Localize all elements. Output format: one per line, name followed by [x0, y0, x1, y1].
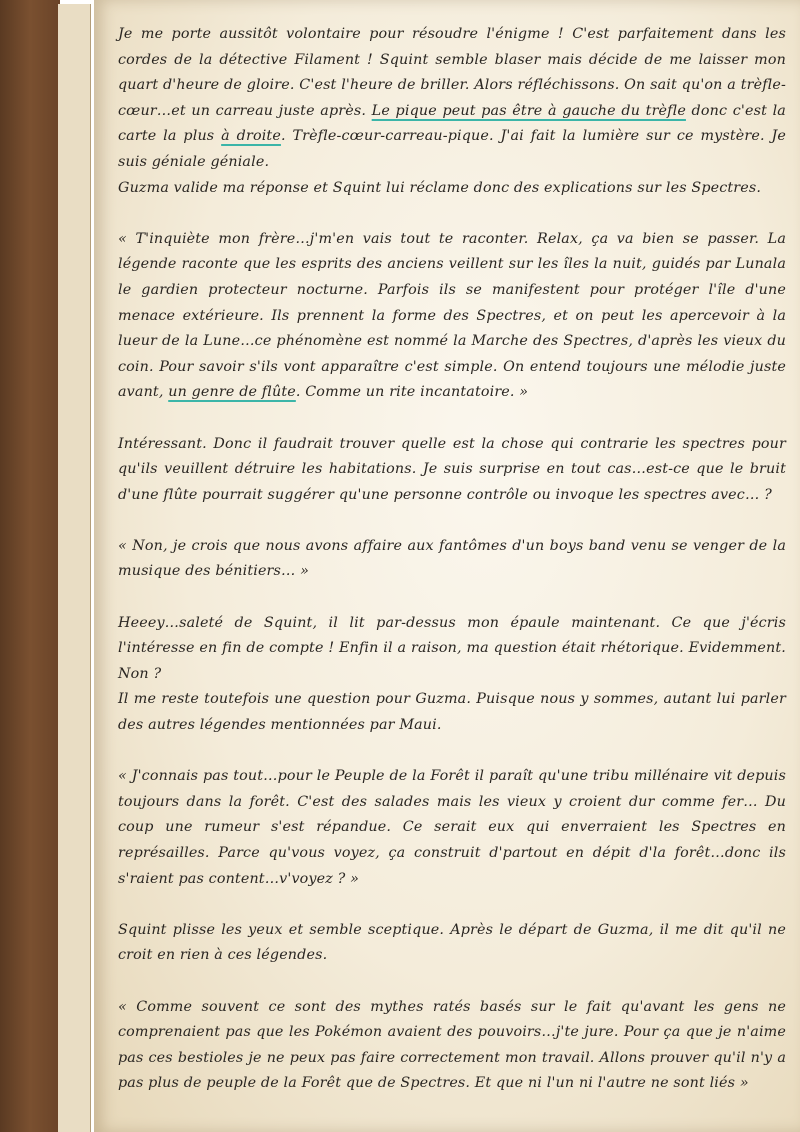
paragraph-gap — [118, 739, 786, 765]
paragraph-gap — [118, 406, 786, 432]
paragraph-p5 — [118, 534, 786, 585]
underlined-phrase: un genre de flûte — [168, 384, 296, 401]
paragraph-p3 — [118, 227, 786, 406]
paragraph-gap — [118, 892, 786, 918]
text-run: donc c'est la carte la plus — [118, 102, 786, 145]
text-run: « Non, je crois que nous avons affaire aux fantômes d'un boys band venu se venger de la musique des bénitiers… » — [118, 537, 786, 580]
text-run: Heeey…saleté de Squint, il lit par-dessus mon épaule maintenant. Ce que j'écris l'intéresse en fin de compte ! Enfin il a raison, ma question était rhétorique. Evidemment. Non ? — [118, 614, 786, 682]
text-run: Guzma valide ma réponse et Squint lui réclame donc des explications sur les Spectres. — [118, 179, 762, 196]
paragraph-p4 — [118, 432, 786, 509]
text-run: Squint plisse les yeux et semble sceptique. Après le départ de Guzma, il me dit qu'il ne croit en rien à ces légendes. — [118, 921, 786, 964]
text-run: Il me reste toutefois une question pour Guzma. Puisque nous y sommes, autant lui parler des autres légendes mentionnées par Maui. — [118, 691, 786, 734]
text-run: . Trèfle-cœur-carreau-pique. J'ai fait la lumière sur ce mystère. Je suis géniale géniale. — [118, 128, 787, 170]
paragraph-p2 — [118, 176, 786, 202]
page-text — [118, 22, 786, 1097]
page-edge — [82, 4, 91, 1132]
paragraph-p1 — [118, 22, 786, 176]
text-run: « Comme souvent ce sont des mythes ratés basés sur le fait qu'avant les gens ne comprenaient pas que les Pokémon avaient des pouvoirs…j'te jure. Pour ça que je n'aime pas ces bestioles je ne peux pas faire correctement mon travail. Allons prouver qu'il n'y a pas plus de peuple de la Forêt que de Spectres. Et que ni l'un ni l'autre ne sont liés » — [118, 998, 786, 1092]
paragraph-p7 — [118, 687, 786, 738]
paragraph-gap — [118, 969, 786, 995]
paragraph-p9 — [118, 918, 786, 969]
paragraph-p10 — [118, 995, 786, 1097]
text-run: « T'inquiète mon frère…j'm'en vais tout te raconter. Relax, ça va bien se passer. La légende raconte que les esprits des anciens veillent sur les îles la nuit, guidés par Lunala le gardien protecteur nocturne. Parfois ils se manifestent pour protéger l'île d'une menace extérieure. Ils prennent la forme des Spectres, et on peut les apercevoir à la lueur de la Lune…ce phénomène est nommé la Marche des Spectres, d'après les vieux du coin. Pour savoir s'ils vont apparaître c'est simple. On entend toujours une mélodie juste avant, — [118, 230, 786, 401]
paragraph-p8 — [118, 764, 786, 892]
underlined-phrase: à droite — [221, 128, 281, 145]
paragraph-gap — [118, 585, 786, 611]
text-run: Intéressant. Donc il faudrait trouver quelle est la chose qui contrarie les spectres pour qu'ils veuillent détruire les habitations. Je suis surprise en tout cas…est-ce que le bruit d'une flûte pourrait suggérer qu'une personne contrôle ou invoque les spectres avec… ? — [118, 435, 786, 503]
underlined-phrase: Le pique peut pas être à gauche du trèfle — [371, 102, 686, 119]
text-run: Je me porte aussitôt volontaire pour résoudre l'énigme ! C'est parfaitement dans les cordes de la détective Filament ! Squint semble blaser mais décide de me laisser mon quart d'heure de gloire. C'est l'heure de briller. Alors réfléchissons. On sait qu'on a trèfle-cœur…et un carreau juste après. — [118, 26, 786, 119]
paragraph-gap — [118, 201, 786, 227]
book-cover — [0, 0, 60, 1132]
text-run: « J'connais pas tout…pour le Peuple de la Forêt il paraît qu'une tribu millénaire vit depuis toujours dans la forêt. C'est des salades mais les vieux y croient dur comme fer… Du coup une rumeur s'est répandue. Ce serait eux qui enverraient les Spectres en représailles. Parce qu'vous voyez, ça construit d'partout en dépit d'la forêt…donc ils s'raient pas content…v'voyez ? » — [118, 768, 786, 887]
text-run: . Comme un rite incantatoire. » — [295, 384, 529, 401]
paragraph-gap — [118, 508, 786, 534]
paragraph-p6 — [118, 611, 786, 688]
